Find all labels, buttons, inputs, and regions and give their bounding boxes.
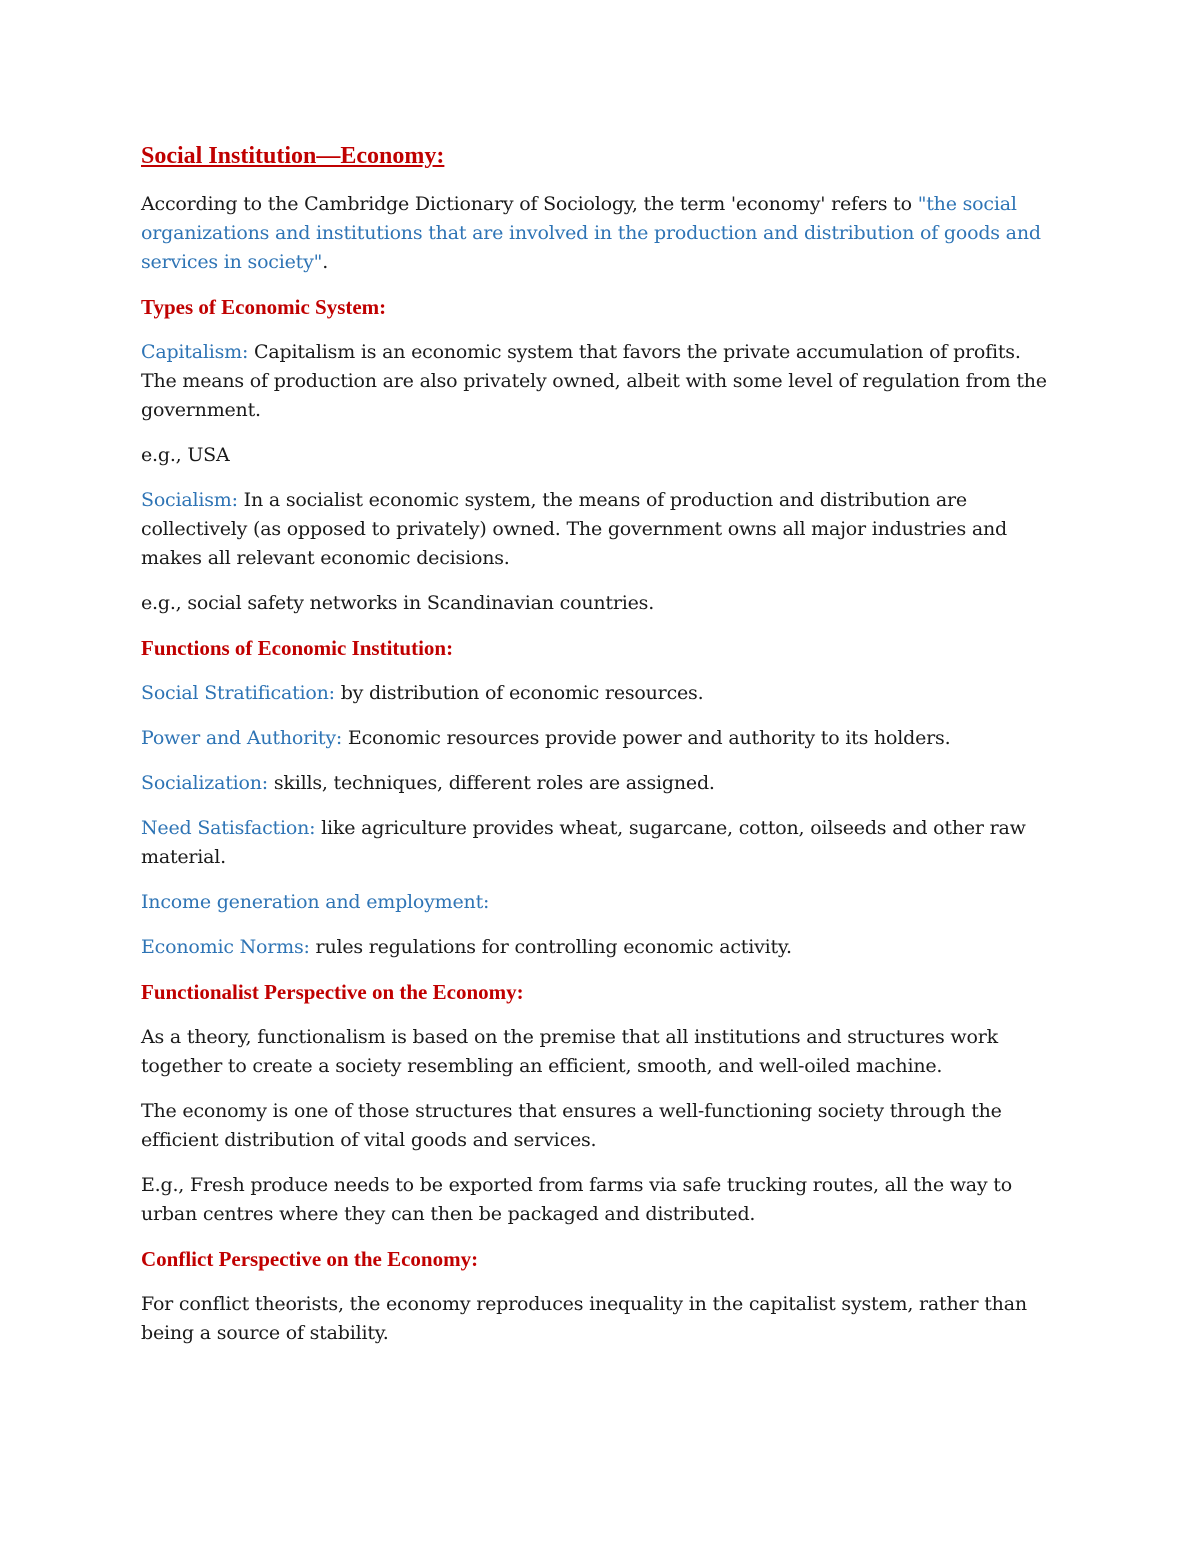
- function-term: Socialization:: [141, 772, 268, 794]
- socialism-text: In a socialist economic system, the means of production and distribution are collectively (as opposed to privately) owned. The government owns all major industries and makes all relevant economic decisions.: [141, 489, 1007, 569]
- function-term: Income generation and employment:: [141, 891, 490, 913]
- functions-heading: Functions of Economic Institution:: [141, 636, 454, 660]
- socialism-paragraph: [141, 486, 1056, 573]
- functionalist-paragraph: As a theory, functionalism is based on the premise that all institutions and structures work together to create a society resembling an efficient, smooth, and well-oiled machine.: [141, 1026, 998, 1077]
- function-term: Economic Norms:: [141, 936, 310, 958]
- intro-quote: "the social organizations and institutions that are involved in the production and distribution of goods and services in society": [141, 193, 1041, 273]
- socialism-example: e.g., social safety networks in Scandinavian countries.: [141, 592, 655, 614]
- functionalist-heading: Functionalist Perspective on the Economy:: [141, 980, 524, 1004]
- intro-lead: According to the Cambridge Dictionary of Sociology, the term 'economy' refers to: [141, 193, 918, 215]
- function-term: Need Satisfaction:: [141, 817, 316, 839]
- intro-paragraph: [141, 190, 1056, 277]
- conflict-paragraph: For conflict theorists, the economy reproduces inequality in the capitalist system, rather than being a source of stability.: [141, 1293, 1027, 1344]
- intro-tail: .: [322, 251, 329, 273]
- types-heading: Types of Economic System:: [141, 295, 387, 319]
- function-text: Economic resources provide power and authority to its holders.: [342, 727, 951, 749]
- function-term: Power and Authority:: [141, 727, 343, 749]
- socialism-term: Socialism:: [141, 489, 238, 511]
- function-item-economic-norms: [141, 933, 1056, 962]
- function-item-need-satisfaction: [141, 814, 1056, 872]
- conflict-heading: Conflict Perspective on the Economy:: [141, 1247, 479, 1271]
- functionalist-example: E.g., Fresh produce needs to be exported from farms via safe trucking routes, all the way to urban centres where they can then be packaged and distributed.: [141, 1174, 1012, 1225]
- function-item-socialization: [141, 769, 1056, 798]
- function-term: Social Stratification:: [141, 682, 335, 704]
- functionalist-paragraph: The economy is one of those structures that ensures a well-functioning society through the efficient distribution of vital goods and services.: [141, 1100, 1002, 1151]
- function-item-social-stratification: [141, 679, 1056, 708]
- function-text: rules regulations for controlling economic activity.: [309, 936, 792, 958]
- capitalism-paragraph: [141, 338, 1056, 425]
- capitalism-example: e.g., USA: [141, 444, 230, 466]
- function-text: like agriculture provides wheat, sugarcane, cotton, oilseeds and other raw material.: [141, 817, 1026, 868]
- function-text: skills, techniques, different roles are assigned.: [267, 772, 715, 794]
- function-item-income-generation: [141, 888, 1056, 917]
- document-title: Social Institution—Economy:: [141, 143, 445, 169]
- function-text: by distribution of economic resources.: [334, 682, 704, 704]
- capitalism-term: Capitalism:: [141, 341, 249, 363]
- document-page: [141, 140, 1056, 1364]
- function-item-power-authority: [141, 724, 1056, 753]
- capitalism-text: Capitalism is an economic system that favors the private accumulation of profits. The means of production are also privately owned, albeit with some level of regulation from the government.: [141, 341, 1047, 421]
